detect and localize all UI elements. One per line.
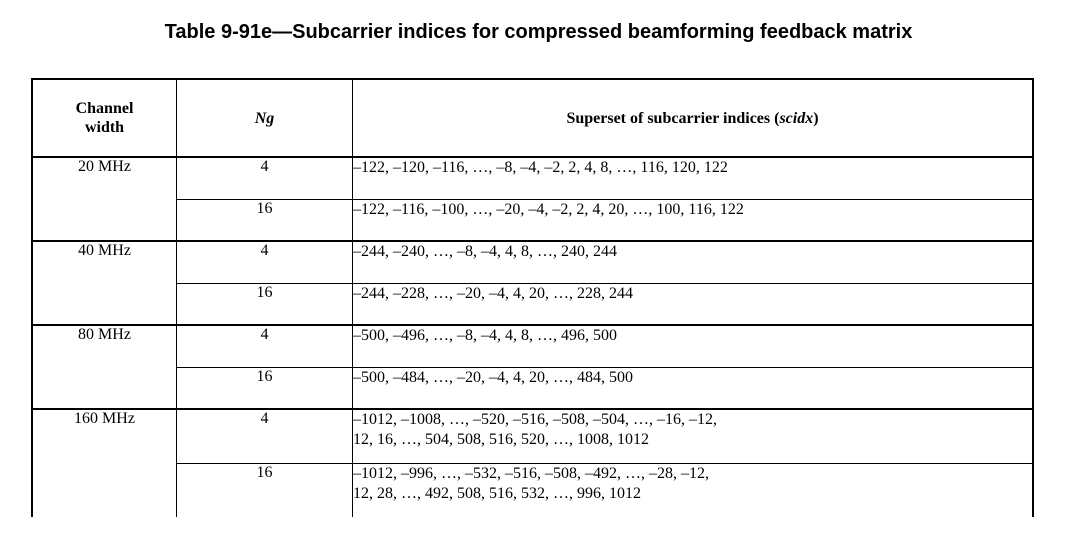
ng-cell: 16	[177, 367, 353, 409]
indices-cell	[353, 463, 1034, 517]
table-row	[32, 283, 1033, 325]
header-superset-prefix: Superset of subcarrier indices (	[566, 109, 780, 127]
table-row	[32, 325, 1033, 367]
indices-cell	[353, 409, 1034, 463]
header-superset-italic: scidx	[779, 109, 814, 127]
table-caption: Table 9-91e—Subcarrier indices for compressed beamforming feedback matrix	[164, 21, 913, 43]
indices-cell: –500, –496, …, –8, –4, 4, 8, …, 496, 500	[353, 325, 1034, 367]
indices-cell: –500, –484, …, –20, –4, 4, 20, …, 484, 500	[353, 367, 1034, 409]
indices-cell: –244, –228, …, –20, –4, 4, 20, …, 228, 244	[353, 283, 1034, 325]
ng-cell: 16	[177, 283, 353, 325]
ng-cell: 16	[177, 199, 353, 241]
table-row	[32, 409, 1033, 463]
table-row	[32, 463, 1033, 517]
indices-line: –1012, –996, …, –532, –516, –508, –492, …, –28, –12,	[353, 464, 709, 482]
indices-line: –1012, –1008, …, –520, –516, –508, –504, …, –16, –12,	[353, 411, 717, 428]
header-channel-width	[32, 79, 177, 157]
indices-line: 12, 16, …, 504, 508, 516, 520, …, 1008, 1012	[353, 431, 649, 448]
table-row	[32, 241, 1033, 283]
header-channel-width-line2: width	[84, 119, 125, 136]
ng-cell: 16	[177, 463, 353, 517]
channel-width-cell: 80 MHz	[32, 325, 177, 409]
indices-cell: –244, –240, …, –8, –4, 4, 8, …, 240, 244	[353, 241, 1034, 283]
header-superset-suffix: )	[813, 109, 819, 127]
indices-cell: –122, –116, –100, …, –20, –4, –2, 2, 4, 20, …, 100, 116, 122	[353, 199, 1034, 241]
indices-cell: –122, –120, –116, …, –8, –4, –2, 2, 4, 8, …, 116, 120, 122	[353, 157, 1034, 199]
channel-width-cell: 40 MHz	[32, 241, 177, 325]
table-row	[32, 199, 1033, 241]
header-ng	[177, 79, 353, 157]
channel-width-cell: 160 MHz	[32, 409, 177, 517]
subcarrier-indices-table	[31, 78, 1034, 517]
table-row	[32, 157, 1033, 199]
header-superset	[353, 79, 1034, 157]
ng-cell: 4	[177, 409, 353, 463]
table-row	[32, 367, 1033, 409]
header-channel-width-line1: Channel	[75, 100, 134, 117]
ng-cell: 4	[177, 241, 353, 283]
indices-line: 12, 28, …, 492, 508, 516, 532, …, 996, 1012	[353, 484, 641, 502]
ng-cell: 4	[177, 325, 353, 367]
ng-cell: 4	[177, 157, 353, 199]
header-ng-label: Ng	[254, 109, 275, 127]
table-header-row	[32, 79, 1033, 157]
channel-width-cell: 20 MHz	[32, 157, 177, 241]
